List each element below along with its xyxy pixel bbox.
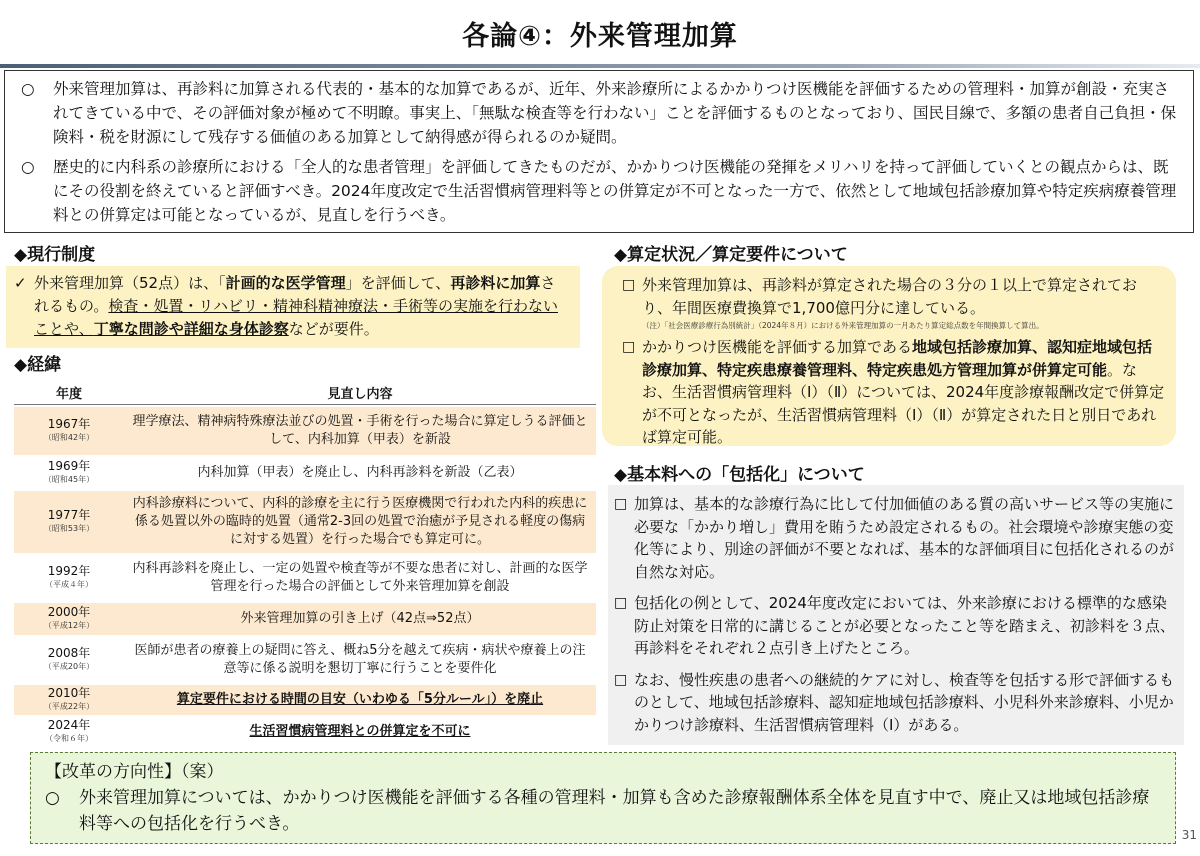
history-heading: ◆経緯: [14, 355, 62, 375]
year-cell: 1977年 （昭和53年）: [14, 491, 124, 553]
santei-heading: ◆算定状況／算定要件について: [614, 245, 848, 265]
square-bullet-icon: □: [614, 496, 628, 512]
year-cell: 2010年 （平成22年）: [14, 685, 124, 715]
table-row: [14, 637, 596, 683]
content-cell: 医師が患者の療養上の疑問に答え、概ね5分を越えて疾病・病状や療養上の注意等に係る説明を懇切丁寧に行うことを要件化: [124, 637, 596, 683]
list-item: [614, 592, 1176, 660]
santei-box: [602, 266, 1176, 446]
current-text: されるもの。: [34, 274, 556, 315]
content-cell: 内科再診料を廃止し、一定の処置や検査等が不要な患者に対し、計画的な医学管理を行った場合の評価として外来管理加算を創設: [124, 555, 596, 601]
footnote: （注）「社会医療診療行為別統計」（2024年８月）における外来管理加算の一月あたり算定総点数を年間換算して算出。: [642, 321, 1044, 330]
current-underlined: 検査・処置・リハビリ・精神科精神療法・手術等の実施を行わないことや、: [34, 297, 558, 338]
kihon-text: なお、慢性疾患の患者への継続的ケアに対し、検査等を包括する形で評価するものとして、地域包括診療料、認知症地域包括診療料、小児科外来診療料、小児かかりつけ診療料、生活習慣病管理料（Ⅰ）がある。: [634, 670, 1175, 734]
year-cell: 1969年 （昭和45年）: [14, 457, 124, 489]
current-system-box: [6, 266, 580, 348]
table-header-content: 見直し内容: [124, 380, 596, 405]
table-row: [14, 407, 596, 455]
reform-heading: 【改革の方向性】（案）: [45, 762, 224, 782]
circle-bullet-icon: ○: [45, 788, 60, 808]
square-bullet-icon: □: [622, 277, 636, 293]
kihon-text: 包括化の例として、2024年度改定においては、外来診療における標準的な感染防止対策を日常的に講じることが必要となったこと等を踏まえ、初診料を３点、再診料をそれぞれ２点引き上げたところ。: [634, 594, 1175, 657]
kihon-box: [608, 485, 1184, 745]
table-header-year: 年度: [14, 380, 124, 405]
table-row: [14, 685, 596, 715]
reform-text: 外来管理加算については、かかりつけ医機能を評価する各種の管理料・加算も含めた診療報酬体系全体を見直す中で、廃止又は地域包括診療料等への包括化を行うべき。: [79, 788, 1150, 834]
check-icon: ✓: [14, 274, 27, 292]
table-row: [14, 457, 596, 489]
current-emphasis: 丁寧な問診や詳細な身体診察: [93, 320, 289, 338]
content-cell: 算定要件における時間の目安（いわゆる「5分ルール」）を廃止: [124, 685, 596, 715]
list-item: [614, 669, 1176, 737]
title-divider: [0, 64, 1200, 68]
table-row: [14, 717, 596, 747]
santei-emphasis: 地域包括診療加算、認知症地域包括診療加算、特定疾患療養管理料、特定疾患処方管理加算が併算定可能: [642, 338, 1153, 379]
reform-item: [45, 785, 1165, 837]
current-system-heading: ◆現行制度: [14, 245, 96, 265]
kihon-heading: ◆基本料への「包括化」について: [614, 465, 865, 485]
current-text: 」を評価して、: [345, 274, 451, 292]
year-cell: 2000年 （平成12年）: [14, 603, 124, 635]
content-cell: 内科診療料について、内科的診療を主に行う医療機関で行われた内科的疾患に係る処置以外の臨時的処置（通常2-3回の処置で治癒が予見される軽度の傷病に対する処置）を行った場合でも算定可に。: [124, 491, 596, 553]
list-item: [622, 336, 1166, 449]
intro-text: 外来管理加算は、再診料に加算される代表的・基本的な加算であるが、近年、外来診療所によるかかりつけ医機能を評価するための管理料・加算が創設・充実されてきている中で、その評価対象が極めて不明瞭。事実上、「無駄な検査等を行わない」ことを評価するものとなっており、国民目線で、多額の患者自己負担・保険料・税を財源にして残存する価値のある加算として納得感が得られるのか疑問。: [53, 80, 1177, 146]
history-table: [14, 378, 596, 749]
list-item: [614, 493, 1176, 583]
year-cell: 1967年 （昭和42年）: [14, 407, 124, 455]
content-cell: 生活習慣病管理料との併算定を不可に: [124, 717, 596, 747]
year-cell: 2008年 （平成20年）: [14, 637, 124, 683]
current-text: 外来管理加算（52点）は、「: [34, 274, 226, 292]
square-bullet-icon: □: [614, 671, 628, 688]
page-title: 各論④：外来管理加算: [462, 21, 738, 52]
circle-bullet-icon: ○: [21, 80, 35, 98]
santei-text: 。なお、生活習慣病管理料（Ⅰ）（Ⅱ）については、2024年度診療報酬改定で併算定が不可となったが、生活習慣病管理料（Ⅰ）（Ⅱ）が算定された日と別日であれば算定可能。: [642, 360, 1165, 446]
current-emphasis: 計画的な医学管理: [225, 274, 346, 292]
square-bullet-icon: □: [614, 595, 628, 611]
santei-text: 外来管理加算は、再診料が算定された場合の３分の１以上で算定されており、年間医療費換算で1,700億円分に達している。: [642, 276, 1138, 317]
year-cell: 1992年 （平成４年）: [14, 555, 124, 601]
intro-item: [21, 77, 1183, 149]
intro-text: 歴史的に内科系の診療所における「全人的な患者管理」を評価してきたものだが、かかりつけ医機能の発揮をメリハリを持って評価していくとの観点からは、既にその役割を終えていると評価すべき。2024年度改定で生活習慣病管理料等との併算定が不可となった一方で、依然として地域包括診療加算や特定疾病療養管理料との併算定は可能となっているが、見直しを行うべき。: [53, 158, 1177, 224]
table-row: [14, 555, 596, 601]
intro-item: [21, 155, 1183, 227]
table-row: [14, 491, 596, 553]
year-cell: 2024年 （令和６年）: [14, 717, 124, 747]
santei-text: かかりつけ医機能を評価する加算である: [642, 338, 913, 356]
content-cell: 内科加算（甲表）を廃止し、内科再診料を新設（乙表）: [124, 457, 596, 489]
current-text: などが要件。: [288, 320, 379, 338]
table-row: [14, 603, 596, 635]
page-number: 31: [1181, 828, 1197, 842]
intro-box: [4, 70, 1194, 233]
square-bullet-icon: □: [622, 339, 636, 355]
list-item: [622, 274, 1166, 319]
circle-bullet-icon: ○: [21, 158, 35, 176]
content-cell: 理学療法、精神病特殊療法並びの処置・手術を行った場合に算定しうる評価として、内科加算（甲表）を新設: [124, 407, 596, 455]
reform-box: [30, 752, 1176, 844]
kihon-text: 加算は、基本的な診療行為に比して付加価値のある質の高いサービス等の実施に必要な「かかり増し」費用を賄うため設定されるもの。社会環境や診療実態の変化等により、別途の評価が不要となれば、基本的な評価項目に包括化されるのが自然な対応。: [634, 495, 1175, 581]
content-cell: 外来管理加算の引き上げ（42点⇒52点）: [124, 603, 596, 635]
current-emphasis: 再診料に加算: [450, 274, 541, 292]
